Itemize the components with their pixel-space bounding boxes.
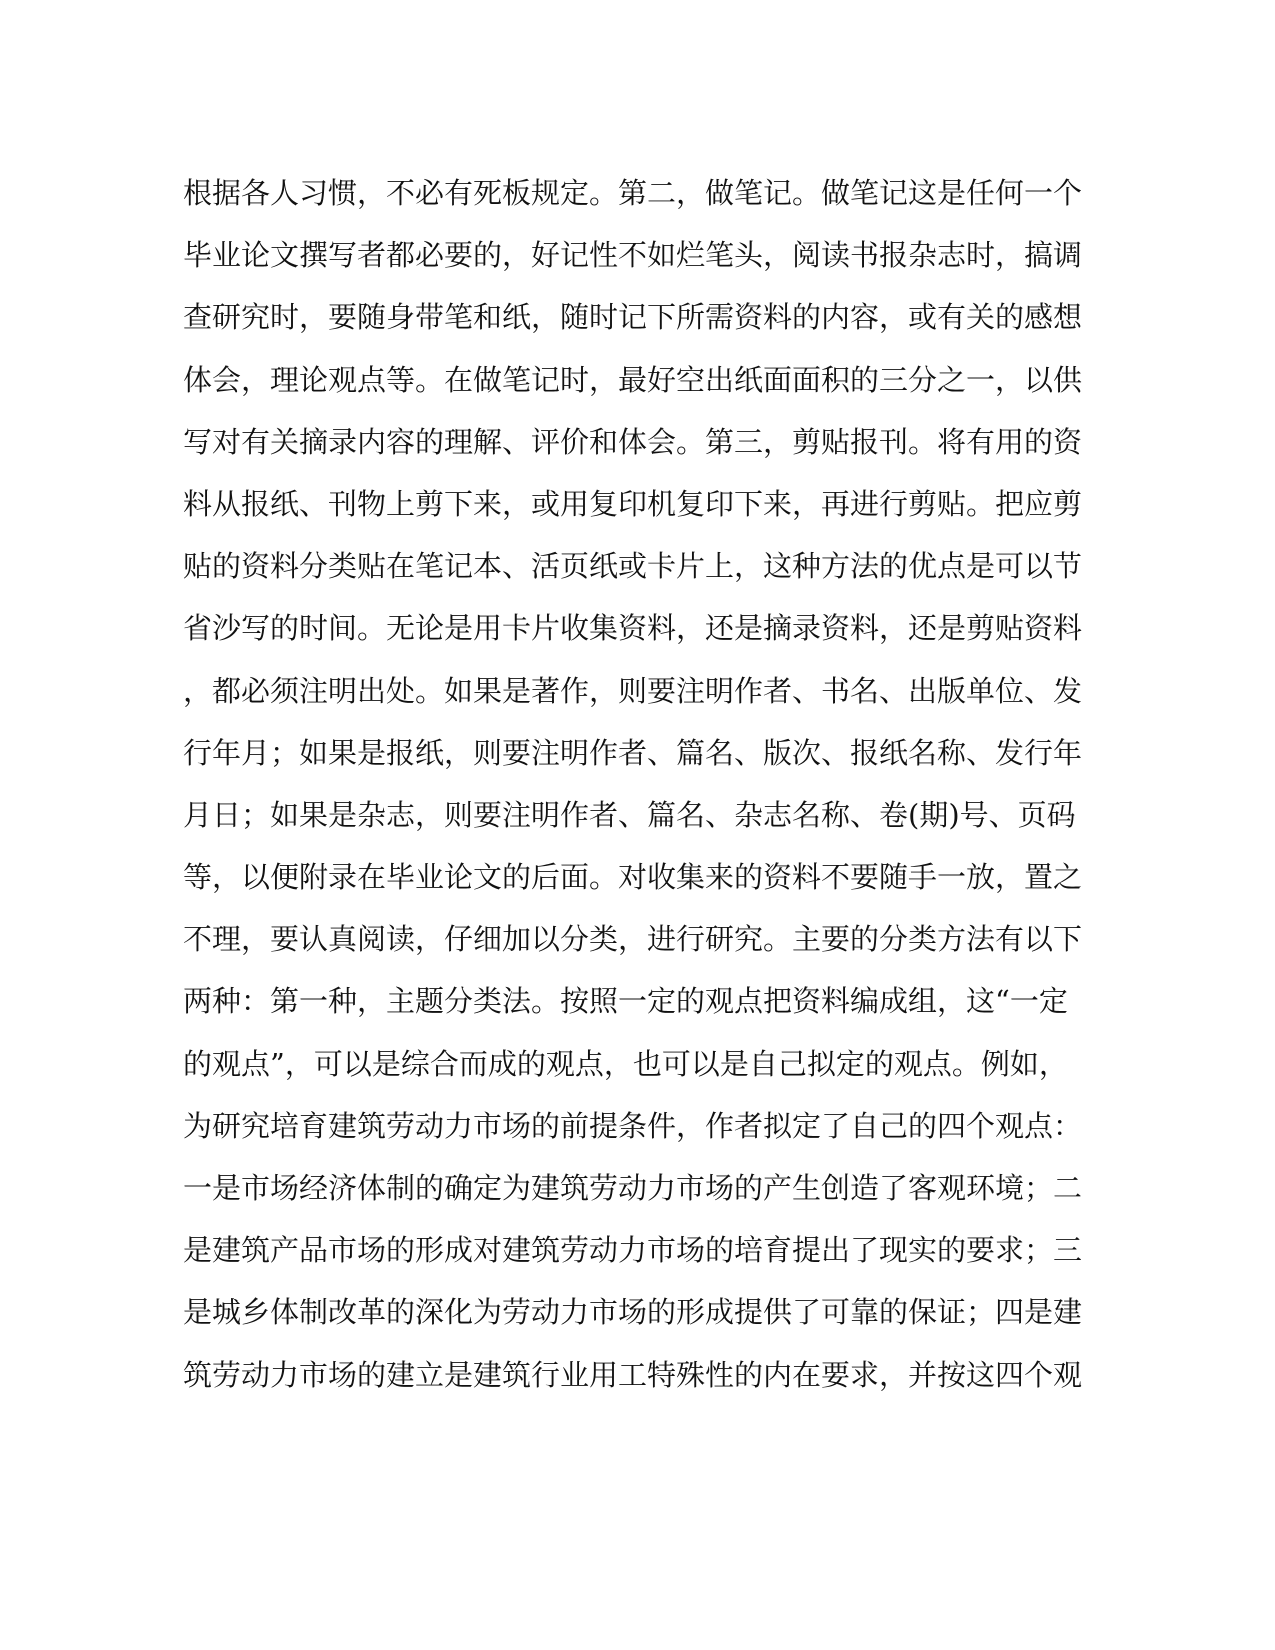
text-line-18: 是建筑产品市场的形成对建筑劳动力市场的培育提出了现实的要求；三 xyxy=(183,1233,1083,1268)
text-line-13: 不理，要认真阅读，仔细加以分类，进行研究。主要的分类方法有以下 xyxy=(183,922,1083,957)
body-text xyxy=(183,162,1083,1406)
text-line-7: 贴的资料分类贴在笔记本、活页纸或卡片上，这种方法的优点是可以节 xyxy=(183,549,1083,584)
text-line-5: 写对有关摘录内容的理解、评价和体会。第三，剪贴报刊。将有用的资 xyxy=(183,424,1083,459)
text-line-11: 月日；如果是杂志，则要注明作者、篇名、杂志名称、卷(期)号、页码 xyxy=(183,797,1076,832)
text-line-14: 两种：第一种，主题分类法。按照一定的观点把资料编成组，这“一定 xyxy=(183,984,1068,1019)
text-line-16: 为研究培育建筑劳动力市场的前提条件，作者拟定了自己的四个观点： xyxy=(183,1108,1083,1143)
text-line-20: 筑劳动力市场的建立是建筑行业用工特殊性的内在要求，并按这四个观 xyxy=(183,1357,1083,1392)
text-line-3: 查研究时，要随身带笔和纸，随时记下所需资料的内容，或有关的感想 xyxy=(183,300,1083,335)
text-line-15: 的观点”，可以是综合而成的观点，也可以是自己拟定的观点。例如， xyxy=(183,1046,1068,1081)
text-line-4: 体会，理论观点等。在做笔记时，最好空出纸面面积的三分之一，以供 xyxy=(183,362,1083,397)
text-line-19: 是城乡体制改革的深化为劳动力市场的形成提供了可靠的保证；四是建 xyxy=(183,1295,1083,1330)
text-line-9: ，都必须注明出处。如果是著作，则要注明作者、书名、出版单位、发 xyxy=(183,673,1083,708)
text-line-12: 等，以便附录在毕业论文的后面。对收集来的资料不要随手一放，置之 xyxy=(183,860,1083,895)
text-line-17: 一是市场经济体制的确定为建筑劳动力市场的产生创造了客观环境；二 xyxy=(183,1171,1083,1205)
text-line-2: 毕业论文撰写者都必要的，好记性不如烂笔头，阅读书报杂志时，搞调 xyxy=(183,238,1083,273)
text-line-8: 省沙写的时间。无论是用卡片收集资料，还是摘录资料，还是剪贴资料 xyxy=(183,611,1083,646)
text-line-6: 料从报纸、刊物上剪下来，或用复印机复印下来，再进行剪贴。把应剪 xyxy=(183,486,1083,521)
text-line-10: 行年月；如果是报纸，则要注明作者、篇名、版次、报纸名称、发行年 xyxy=(183,735,1083,770)
text-line-1: 根据各人习惯，不必有死板规定。第二，做笔记。做笔记这是任何一个 xyxy=(183,176,1083,210)
